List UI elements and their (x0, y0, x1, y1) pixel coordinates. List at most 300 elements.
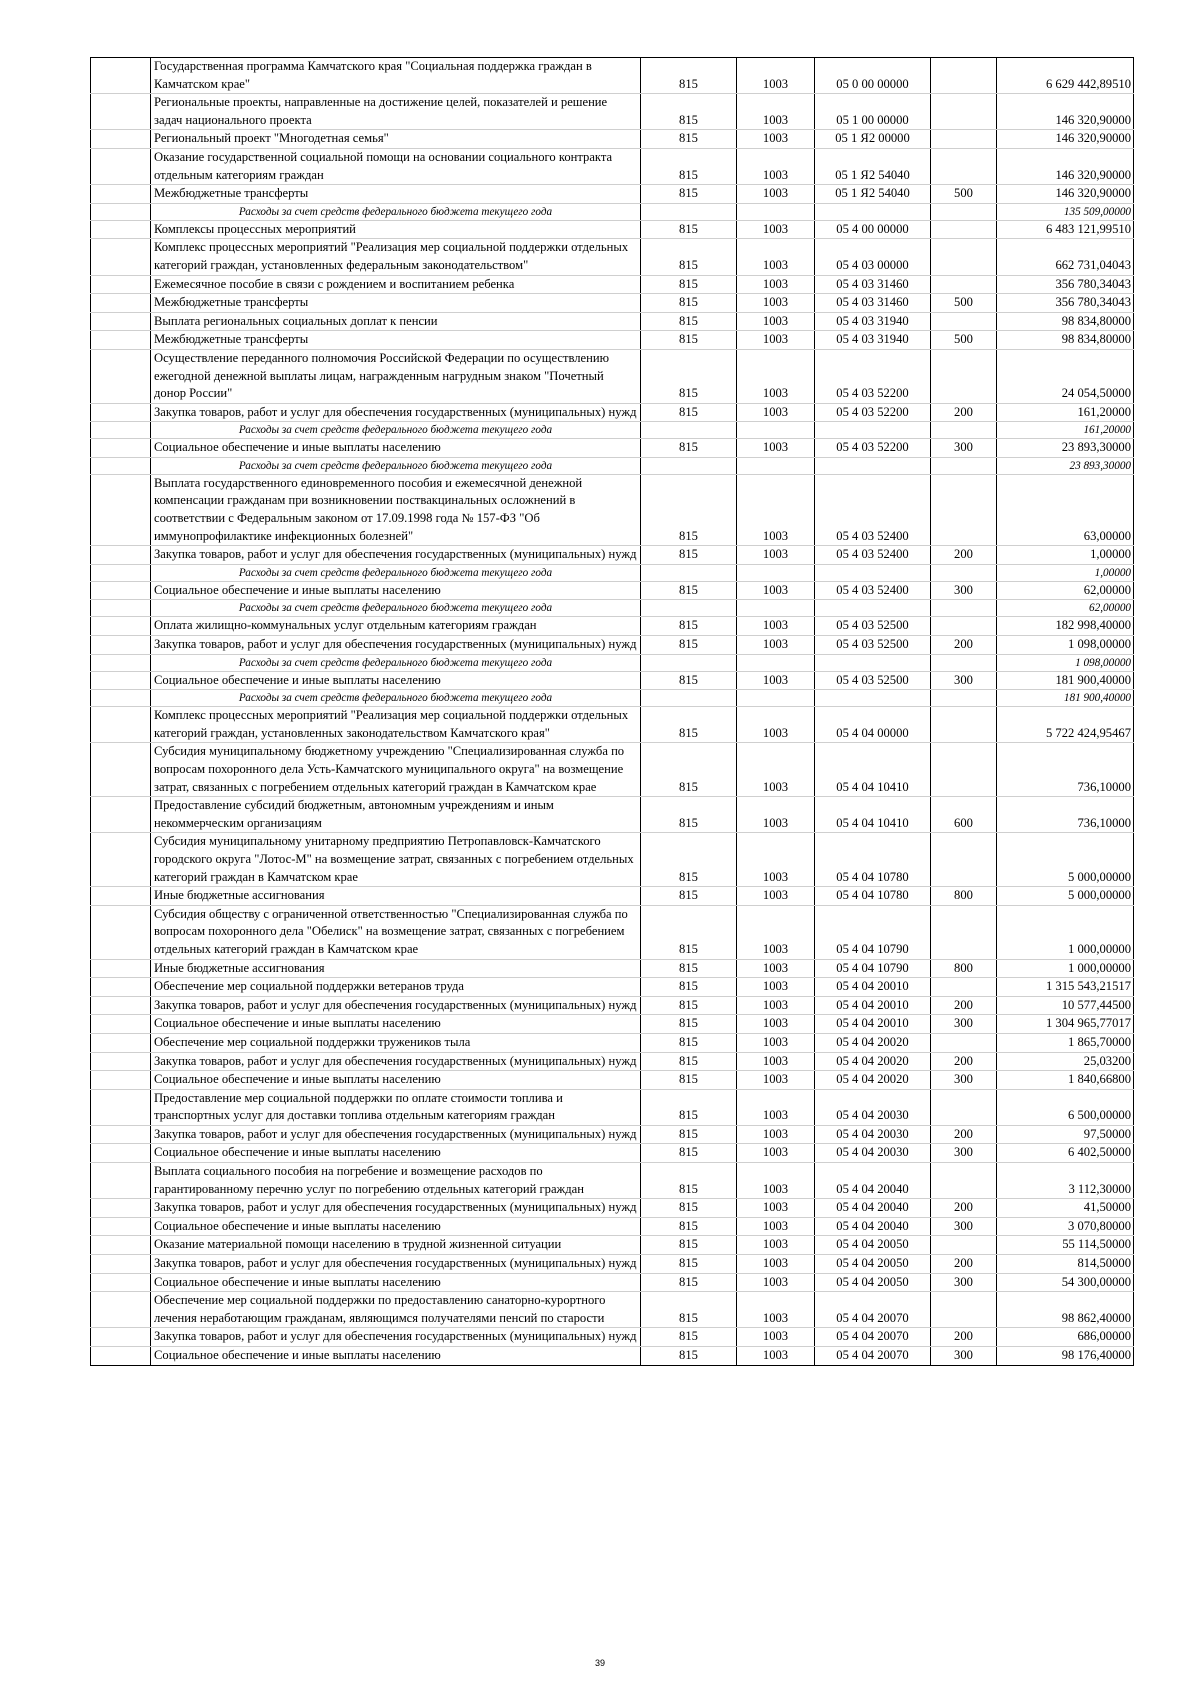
section-code-cell: 1003 (737, 1089, 815, 1125)
row-spacer-cell (91, 797, 151, 833)
row-spacer-cell (91, 996, 151, 1015)
admin-code-cell: 815 (641, 905, 737, 959)
section-code-cell: 1003 (737, 185, 815, 204)
expense-kind-cell: 300 (931, 1015, 997, 1034)
expense-name-cell: Выплата региональных социальных доплат к пенсии (151, 312, 641, 331)
article-code-cell: 05 4 04 20030 (815, 1089, 931, 1125)
table-row (91, 743, 1134, 797)
row-spacer-cell (91, 130, 151, 149)
expense-name-cell: Оказание государственной социальной помощи на основании социального контракта отдельным категориям граждан (151, 148, 641, 184)
admin-code-cell: 815 (641, 294, 737, 313)
section-code-cell (737, 422, 815, 439)
article-code-cell: 05 4 00 00000 (815, 220, 931, 239)
expense-kind-cell (931, 474, 997, 545)
table-row (91, 1328, 1134, 1347)
row-spacer-cell (91, 1347, 151, 1366)
table-row (91, 1144, 1134, 1163)
table-row (91, 581, 1134, 600)
section-code-cell (737, 654, 815, 671)
table-row (91, 887, 1134, 906)
expense-kind-cell (931, 220, 997, 239)
expense-kind-cell: 200 (931, 1199, 997, 1218)
budget-table-body (91, 58, 1134, 1366)
table-row (91, 833, 1134, 887)
table-row (91, 94, 1134, 130)
expense-kind-cell: 300 (931, 1071, 997, 1090)
amount-cell: 146 320,90000 (997, 185, 1134, 204)
table-row (91, 636, 1134, 655)
section-code-cell: 1003 (737, 636, 815, 655)
admin-code-cell: 815 (641, 1255, 737, 1274)
amount-cell: 25,03200 (997, 1052, 1134, 1071)
row-spacer-cell (91, 220, 151, 239)
table-row (91, 312, 1134, 331)
amount-cell: 146 320,90000 (997, 148, 1134, 184)
article-code-cell: 05 4 04 20040 (815, 1217, 931, 1236)
section-code-cell: 1003 (737, 1292, 815, 1328)
section-code-cell: 1003 (737, 959, 815, 978)
row-spacer-cell (91, 403, 151, 422)
expense-kind-cell: 200 (931, 996, 997, 1015)
expense-name-cell: Обеспечение мер социальной поддержки ветеранов труда (151, 978, 641, 997)
expense-kind-cell (931, 600, 997, 617)
expense-name-cell: Социальное обеспечение и иные выплаты населению (151, 671, 641, 690)
row-spacer-cell (91, 422, 151, 439)
admin-code-cell: 815 (641, 94, 737, 130)
admin-code-cell: 815 (641, 617, 737, 636)
expense-name-cell: Социальное обеспечение и иные выплаты населению (151, 1015, 641, 1034)
expense-name-cell: Расходы за счет средств федерального бюджета текущего года (151, 690, 641, 707)
expense-name-cell: Межбюджетные трансферты (151, 331, 641, 350)
expense-name-cell: Расходы за счет средств федерального бюджета текущего года (151, 457, 641, 474)
amount-cell: 98 176,40000 (997, 1347, 1134, 1366)
section-code-cell: 1003 (737, 1255, 815, 1274)
admin-code-cell: 815 (641, 1217, 737, 1236)
expense-kind-cell: 500 (931, 185, 997, 204)
expense-kind-cell (931, 148, 997, 184)
article-code-cell: 05 4 03 52500 (815, 671, 931, 690)
admin-code-cell (641, 690, 737, 707)
expense-kind-cell: 800 (931, 959, 997, 978)
row-spacer-cell (91, 1328, 151, 1347)
admin-code-cell: 815 (641, 996, 737, 1015)
section-code-cell: 1003 (737, 1236, 815, 1255)
article-code-cell: 05 1 Я2 54040 (815, 148, 931, 184)
article-code-cell: 05 4 04 20070 (815, 1347, 931, 1366)
article-code-cell: 05 4 04 20050 (815, 1236, 931, 1255)
table-row (91, 1125, 1134, 1144)
table-row (91, 546, 1134, 565)
row-spacer-cell (91, 833, 151, 887)
amount-cell: 135 509,00000 (997, 203, 1134, 220)
article-code-cell: 05 4 04 10790 (815, 905, 931, 959)
admin-code-cell: 815 (641, 1163, 737, 1199)
expense-name-cell: Оплата жилищно-коммунальных услуг отдельным категориям граждан (151, 617, 641, 636)
article-code-cell: 05 4 03 00000 (815, 239, 931, 275)
article-code-cell (815, 654, 931, 671)
admin-code-cell: 815 (641, 1052, 737, 1071)
expense-kind-cell (931, 203, 997, 220)
expense-kind-cell: 200 (931, 1052, 997, 1071)
row-spacer-cell (91, 1052, 151, 1071)
article-code-cell: 05 4 03 31460 (815, 294, 931, 313)
article-code-cell: 05 4 03 52200 (815, 439, 931, 458)
section-code-cell (737, 203, 815, 220)
federal-funds-row (91, 203, 1134, 220)
expense-kind-cell (931, 312, 997, 331)
expense-name-cell: Субсидия муниципальному унитарному предприятию Петропавловск-Камчатского городского округа "Лотос-М" на возмещение затрат, связанных с погребением отдельных категорий граждан в Камчатском крае (151, 833, 641, 887)
amount-cell: 97,50000 (997, 1125, 1134, 1144)
article-code-cell: 05 4 04 10410 (815, 743, 931, 797)
admin-code-cell: 815 (641, 581, 737, 600)
table-row (91, 294, 1134, 313)
amount-cell: 1,00000 (997, 564, 1134, 581)
row-spacer-cell (91, 312, 151, 331)
amount-cell: 181 900,40000 (997, 690, 1134, 707)
admin-code-cell: 815 (641, 707, 737, 743)
table-row (91, 185, 1134, 204)
table-row (91, 331, 1134, 350)
admin-code-cell: 815 (641, 1236, 737, 1255)
row-spacer-cell (91, 600, 151, 617)
section-code-cell: 1003 (737, 833, 815, 887)
article-code-cell: 05 1 00 00000 (815, 94, 931, 130)
table-row (91, 1347, 1134, 1366)
admin-code-cell: 815 (641, 474, 737, 545)
expense-name-cell: Выплата социального пособия на погребение и возмещение расходов по гарантированному перечню услуг по погребению отдельных категорий граждан (151, 1163, 641, 1199)
amount-cell: 1 304 965,77017 (997, 1015, 1134, 1034)
expense-name-cell: Закупка товаров, работ и услуг для обеспечения государственных (муниципальных) нужд (151, 1125, 641, 1144)
expense-name-cell: Расходы за счет средств федерального бюджета текущего года (151, 600, 641, 617)
row-spacer-cell (91, 1163, 151, 1199)
admin-code-cell (641, 600, 737, 617)
amount-cell: 54 300,00000 (997, 1273, 1134, 1292)
amount-cell: 1 098,00000 (997, 654, 1134, 671)
article-code-cell: 05 0 00 00000 (815, 58, 931, 94)
expense-name-cell: Субсидия муниципальному бюджетному учреждению "Специализированная служба по вопросам похоронного дела Усть-Камчатского муниципального округа" на возмещение затрат, связанных с погребением отдельных категорий граждан в Камчатском крае (151, 743, 641, 797)
amount-cell: 1,00000 (997, 546, 1134, 565)
expense-name-cell: Социальное обеспечение и иные выплаты населению (151, 1217, 641, 1236)
expense-kind-cell (931, 978, 997, 997)
federal-funds-row (91, 654, 1134, 671)
expense-name-cell: Государственная программа Камчатского края "Социальная поддержка граждан в Камчатском крае" (151, 58, 641, 94)
admin-code-cell: 815 (641, 743, 737, 797)
expense-kind-cell: 300 (931, 1273, 997, 1292)
article-code-cell (815, 600, 931, 617)
article-code-cell (815, 203, 931, 220)
table-row (91, 220, 1134, 239)
expense-name-cell: Расходы за счет средств федерального бюджета текущего года (151, 564, 641, 581)
expense-name-cell: Закупка товаров, работ и услуг для обеспечения государственных (муниципальных) нужд (151, 403, 641, 422)
section-code-cell: 1003 (737, 1199, 815, 1218)
expense-kind-cell: 800 (931, 887, 997, 906)
section-code-cell: 1003 (737, 1033, 815, 1052)
section-code-cell (737, 690, 815, 707)
section-code-cell (737, 564, 815, 581)
article-code-cell: 05 4 04 20020 (815, 1052, 931, 1071)
table-row (91, 905, 1134, 959)
admin-code-cell: 815 (641, 148, 737, 184)
section-code-cell: 1003 (737, 1125, 815, 1144)
table-row (91, 1033, 1134, 1052)
expense-name-cell: Субсидия обществу с ограниченной ответственностью "Специализированная служба по вопросам похоронного дела "Обелиск" на возмещение затрат, связанных с погребением отдельных категорий граждан в Камчатском крае (151, 905, 641, 959)
section-code-cell: 1003 (737, 58, 815, 94)
amount-cell: 1 840,66800 (997, 1071, 1134, 1090)
article-code-cell: 05 4 03 52400 (815, 546, 931, 565)
expense-name-cell: Закупка товаров, работ и услуг для обеспечения государственных (муниципальных) нужд (151, 636, 641, 655)
article-code-cell: 05 4 03 52500 (815, 617, 931, 636)
section-code-cell: 1003 (737, 294, 815, 313)
amount-cell: 5 000,00000 (997, 833, 1134, 887)
amount-cell: 356 780,34043 (997, 294, 1134, 313)
admin-code-cell: 815 (641, 275, 737, 294)
expense-kind-cell (931, 1292, 997, 1328)
section-code-cell: 1003 (737, 743, 815, 797)
row-spacer-cell (91, 1089, 151, 1125)
expense-kind-cell: 200 (931, 1125, 997, 1144)
table-row (91, 959, 1134, 978)
section-code-cell: 1003 (737, 1347, 815, 1366)
expense-kind-cell: 200 (931, 403, 997, 422)
expense-name-cell: Расходы за счет средств федерального бюджета текущего года (151, 654, 641, 671)
expense-kind-cell: 300 (931, 1144, 997, 1163)
admin-code-cell: 815 (641, 349, 737, 403)
article-code-cell: 05 4 04 20070 (815, 1292, 931, 1328)
row-spacer-cell (91, 743, 151, 797)
expense-name-cell: Комплексы процессных мероприятий (151, 220, 641, 239)
expense-kind-cell: 300 (931, 671, 997, 690)
section-code-cell: 1003 (737, 617, 815, 636)
section-code-cell: 1003 (737, 1015, 815, 1034)
amount-cell: 3 112,30000 (997, 1163, 1134, 1199)
expense-name-cell: Ежемесячное пособие в связи с рождением и воспитанием ребенка (151, 275, 641, 294)
row-spacer-cell (91, 978, 151, 997)
admin-code-cell: 815 (641, 239, 737, 275)
admin-code-cell: 815 (641, 220, 737, 239)
article-code-cell: 05 4 04 20020 (815, 1071, 931, 1090)
section-code-cell: 1003 (737, 581, 815, 600)
row-spacer-cell (91, 1015, 151, 1034)
admin-code-cell: 815 (641, 439, 737, 458)
row-spacer-cell (91, 1217, 151, 1236)
row-spacer-cell (91, 617, 151, 636)
row-spacer-cell (91, 94, 151, 130)
admin-code-cell: 815 (641, 671, 737, 690)
amount-cell: 5 000,00000 (997, 887, 1134, 906)
amount-cell: 24 054,50000 (997, 349, 1134, 403)
expense-kind-cell: 300 (931, 1217, 997, 1236)
row-spacer-cell (91, 439, 151, 458)
admin-code-cell: 815 (641, 833, 737, 887)
row-spacer-cell (91, 654, 151, 671)
section-code-cell: 1003 (737, 996, 815, 1015)
expense-kind-cell (931, 564, 997, 581)
section-code-cell: 1003 (737, 1217, 815, 1236)
admin-code-cell: 815 (641, 1089, 737, 1125)
admin-code-cell: 815 (641, 1033, 737, 1052)
row-spacer-cell (91, 690, 151, 707)
article-code-cell (815, 690, 931, 707)
article-code-cell: 05 4 03 31940 (815, 312, 931, 331)
section-code-cell: 1003 (737, 275, 815, 294)
table-row (91, 617, 1134, 636)
expense-kind-cell (931, 58, 997, 94)
amount-cell: 814,50000 (997, 1255, 1134, 1274)
article-code-cell: 05 4 04 20040 (815, 1199, 931, 1218)
admin-code-cell: 815 (641, 312, 737, 331)
table-row (91, 1273, 1134, 1292)
article-code-cell: 05 4 03 52200 (815, 349, 931, 403)
row-spacer-cell (91, 671, 151, 690)
admin-code-cell: 815 (641, 1292, 737, 1328)
section-code-cell: 1003 (737, 1163, 815, 1199)
admin-code-cell: 815 (641, 887, 737, 906)
expense-kind-cell: 600 (931, 797, 997, 833)
expense-kind-cell (931, 690, 997, 707)
amount-cell: 736,10000 (997, 797, 1134, 833)
table-row (91, 1217, 1134, 1236)
expense-kind-cell: 200 (931, 1255, 997, 1274)
section-code-cell: 1003 (737, 1144, 815, 1163)
amount-cell: 146 320,90000 (997, 130, 1134, 149)
expense-kind-cell (931, 654, 997, 671)
row-spacer-cell (91, 1255, 151, 1274)
expense-kind-cell (931, 707, 997, 743)
amount-cell: 62,00000 (997, 600, 1134, 617)
expense-kind-cell (931, 617, 997, 636)
admin-code-cell: 815 (641, 1347, 737, 1366)
article-code-cell: 05 4 04 20040 (815, 1163, 931, 1199)
article-code-cell: 05 4 04 20020 (815, 1033, 931, 1052)
expense-kind-cell: 300 (931, 581, 997, 600)
section-code-cell: 1003 (737, 439, 815, 458)
table-row (91, 1015, 1134, 1034)
row-spacer-cell (91, 546, 151, 565)
federal-funds-row (91, 564, 1134, 581)
amount-cell: 161,20000 (997, 403, 1134, 422)
section-code-cell (737, 600, 815, 617)
article-code-cell (815, 457, 931, 474)
article-code-cell (815, 564, 931, 581)
admin-code-cell (641, 564, 737, 581)
section-code-cell: 1003 (737, 130, 815, 149)
article-code-cell: 05 4 03 31460 (815, 275, 931, 294)
admin-code-cell: 815 (641, 797, 737, 833)
row-spacer-cell (91, 239, 151, 275)
expense-kind-cell (931, 1163, 997, 1199)
article-code-cell: 05 4 03 31940 (815, 331, 931, 350)
amount-cell: 182 998,40000 (997, 617, 1134, 636)
expense-name-cell: Предоставление субсидий бюджетным, автономным учреждениям и иным некоммерческим организациям (151, 797, 641, 833)
expense-kind-cell (931, 1089, 997, 1125)
article-code-cell: 05 4 04 00000 (815, 707, 931, 743)
page-number: 39 (594, 1658, 605, 1668)
expense-kind-cell (931, 422, 997, 439)
admin-code-cell: 815 (641, 978, 737, 997)
amount-cell: 161,20000 (997, 422, 1134, 439)
expense-kind-cell (931, 743, 997, 797)
article-code-cell: 05 4 03 52500 (815, 636, 931, 655)
section-code-cell: 1003 (737, 1071, 815, 1090)
expense-name-cell: Обеспечение мер социальной поддержки тружеников тыла (151, 1033, 641, 1052)
admin-code-cell: 815 (641, 331, 737, 350)
row-spacer-cell (91, 1144, 151, 1163)
amount-cell: 356 780,34043 (997, 275, 1134, 294)
section-code-cell: 1003 (737, 474, 815, 545)
expense-kind-cell (931, 349, 997, 403)
admin-code-cell: 815 (641, 130, 737, 149)
table-row (91, 1089, 1134, 1125)
row-spacer-cell (91, 959, 151, 978)
article-code-cell: 05 1 Я2 54040 (815, 185, 931, 204)
table-row (91, 275, 1134, 294)
expense-name-cell: Региональные проекты, направленные на достижение целей, показателей и решение задач национального проекта (151, 94, 641, 130)
row-spacer-cell (91, 1071, 151, 1090)
expense-kind-cell (931, 457, 997, 474)
article-code-cell: 05 1 Я2 00000 (815, 130, 931, 149)
article-code-cell: 05 4 04 10790 (815, 959, 931, 978)
article-code-cell: 05 4 04 20010 (815, 978, 931, 997)
article-code-cell: 05 4 04 20030 (815, 1144, 931, 1163)
admin-code-cell: 815 (641, 959, 737, 978)
row-spacer-cell (91, 905, 151, 959)
expense-kind-cell: 200 (931, 636, 997, 655)
expense-name-cell: Выплата государственного единовременного пособия и ежемесячной денежной компенсации гражданам при возникновении поствакцинальных осложнений в соответствии с Федеральным законом от 17.09.1998 года № 157-ФЗ "Об иммунопрофилактике инфекционных болезней" (151, 474, 641, 545)
table-row (91, 1071, 1134, 1090)
row-spacer-cell (91, 1199, 151, 1218)
expense-name-cell: Оказание материальной помощи населению в трудной жизненной ситуации (151, 1236, 641, 1255)
table-row (91, 58, 1134, 94)
amount-cell: 736,10000 (997, 743, 1134, 797)
table-row (91, 130, 1134, 149)
expense-name-cell: Комплекс процессных мероприятий "Реализация мер социальной поддержки отдельных категорий граждан, установленных законодательством Камчатского края" (151, 707, 641, 743)
table-row (91, 1236, 1134, 1255)
row-spacer-cell (91, 707, 151, 743)
section-code-cell: 1003 (737, 148, 815, 184)
expense-name-cell: Социальное обеспечение и иные выплаты населению (151, 1144, 641, 1163)
article-code-cell: 05 4 04 10780 (815, 887, 931, 906)
article-code-cell: 05 4 03 52200 (815, 403, 931, 422)
table-row (91, 239, 1134, 275)
amount-cell: 98 862,40000 (997, 1292, 1134, 1328)
table-row (91, 978, 1134, 997)
section-code-cell: 1003 (737, 349, 815, 403)
amount-cell: 1 865,70000 (997, 1033, 1134, 1052)
amount-cell: 686,00000 (997, 1328, 1134, 1347)
expense-name-cell: Социальное обеспечение и иные выплаты населению (151, 1071, 641, 1090)
expense-kind-cell: 500 (931, 331, 997, 350)
expense-kind-cell (931, 905, 997, 959)
article-code-cell: 05 4 04 20010 (815, 1015, 931, 1034)
expense-kind-cell: 300 (931, 1347, 997, 1366)
table-row (91, 1163, 1134, 1199)
section-code-cell: 1003 (737, 403, 815, 422)
amount-cell: 6 500,00000 (997, 1089, 1134, 1125)
row-spacer-cell (91, 474, 151, 545)
expense-name-cell: Социальное обеспечение и иные выплаты населению (151, 439, 641, 458)
row-spacer-cell (91, 1273, 151, 1292)
section-code-cell: 1003 (737, 1273, 815, 1292)
expense-name-cell: Комплекс процессных мероприятий "Реализация мер социальной поддержки отдельных категорий граждан, установленных федеральным законодательством" (151, 239, 641, 275)
section-code-cell: 1003 (737, 1052, 815, 1071)
admin-code-cell: 815 (641, 58, 737, 94)
amount-cell: 55 114,50000 (997, 1236, 1134, 1255)
article-code-cell: 05 4 04 10410 (815, 797, 931, 833)
admin-code-cell: 815 (641, 1273, 737, 1292)
amount-cell: 1 098,00000 (997, 636, 1134, 655)
row-spacer-cell (91, 636, 151, 655)
expense-kind-cell: 300 (931, 439, 997, 458)
